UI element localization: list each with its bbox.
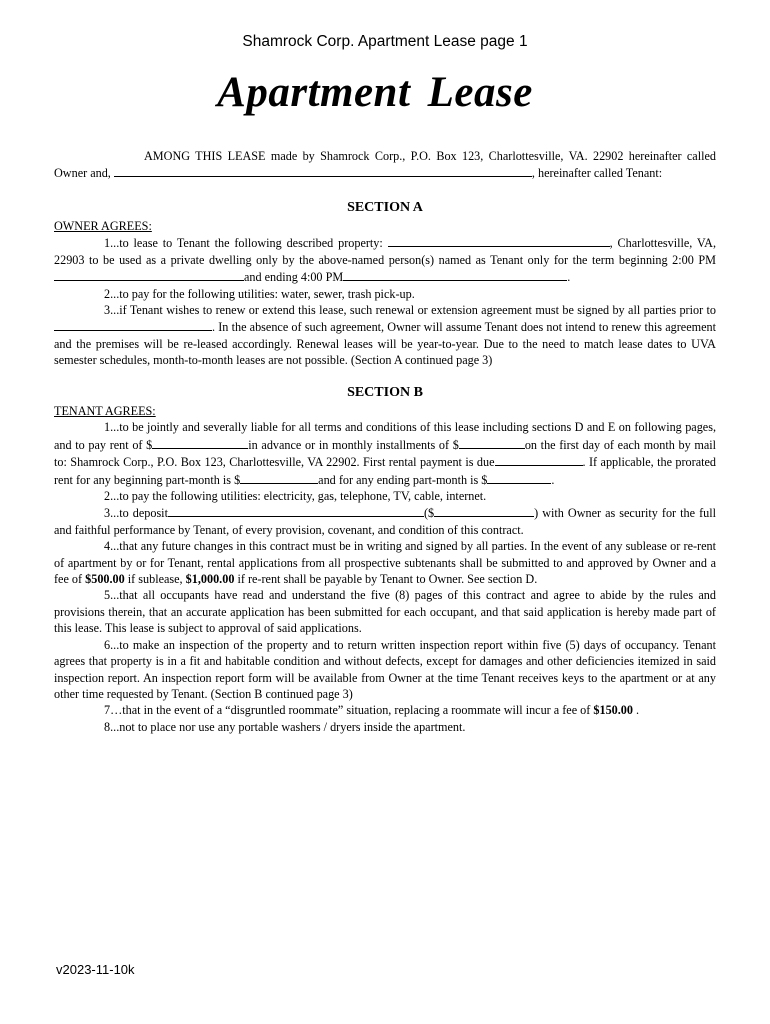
owner-item-1-text-d: . <box>567 270 571 285</box>
tenant-item-7-text-a: 7…that in the event of a “disgruntled roommate” situation, replacing a roommate will incur a fee of <box>104 703 591 718</box>
sublease-fee: $500.00 <box>85 572 125 587</box>
tenant-item-4-text-b: if sublease, <box>127 572 183 587</box>
tenant-item-1 <box>54 419 716 488</box>
intro-text-2: , hereinafter called Tenant: <box>531 166 663 181</box>
tenant-item-4-text-c: if re-rent shall be payable by Tenant to Owner. See section D. <box>237 572 538 587</box>
section-a-title: SECTION A <box>347 200 423 215</box>
first-payment-due-field[interactable] <box>495 453 583 466</box>
intro-paragraph <box>54 148 716 182</box>
tenant-item-3-text-a: 3...to deposit <box>104 506 168 521</box>
tenant-item-8: 8...not to place nor use any portable washers / dryers inside the apartment. <box>104 719 466 734</box>
roommate-fee: $150.00 <box>593 703 633 718</box>
owner-item-2: 2...to pay for the following utilities: water, sewer, trash pick-up. <box>104 286 415 301</box>
tenant-item-6: 6...to make an inspection of the property and to return written inspection report within five (5) days of occupancy. Tenant agrees that property is in a fit and habitable condition and without defects, except for damages and other deficiencies itemized in said inspection report. An inspection report form will be available from Owner at the time Tenant receives keys to the apartment or at any other time requested by Tenant. (Section B continued page 3) <box>54 637 716 701</box>
tenant-item-3-text-b: ($ <box>423 506 435 521</box>
property-address-field[interactable] <box>388 234 610 247</box>
page-header: Shamrock Corp. Apartment Lease page 1 <box>242 33 528 50</box>
tenant-item-7-text-b: . <box>636 703 640 718</box>
tenant-item-1-text-d: . If applicable, the prorated rent for any beginning part-month is $ <box>54 455 717 487</box>
owner-item-3-text-a: 3...if Tenant wishes to renew or extend this lease, such renewal or extension agreement must be signed by all parties prior to <box>104 303 716 318</box>
tenant-item-1-text-c: on the first day of each month by mail to: Shamrock Corp., P.O. Box 123, Charlottesville, VA 22902. First rental payment is due <box>54 437 717 470</box>
section-b-body <box>54 403 716 735</box>
lease-end-date-field[interactable] <box>343 268 567 281</box>
deposit-words-field[interactable] <box>168 504 424 517</box>
tenant-item-1-text-e: and for any ending part-month is $ <box>318 472 488 487</box>
intro-text-1: AMONG THIS LEASE made by Shamrock Corp., P.O. Box 123, Charlottesville, VA. 22902 hereinafter called Owner and, <box>54 149 716 181</box>
tenant-item-4 <box>54 538 716 587</box>
tenant-item-3 <box>54 504 716 538</box>
tenant-item-7 <box>54 702 716 718</box>
tenant-item-1-text-a: 1...to be jointly and severally liable for all terms and conditions of this lease including sections D and E on following pages, and to pay rent of $ <box>54 420 716 452</box>
tenant-item-4-text-a: 4...that any future changes in this contract must be in writing and signed by all parties. In the event of any sublease or re-rent of apartment by or for Tenant, rental applications from all prospective subtenants shall be submitted to and approved by Owner and a fee of <box>54 539 716 587</box>
beginning-prorated-rent-field[interactable] <box>240 471 318 484</box>
tenant-item-5: 5...that all occupants have read and understand the five (8) pages of this contract and agree to abide by the rules and provisions therein, that an accurate application has been submitted for each occupant, and that said application is hereby made part of this lease. This lease is subject to approval of said applications. <box>54 588 716 636</box>
owner-item-1-text-b: , Charlottesville, VA, 22903 to be used as a private dwelling only by the above-named person(s) named as Tenant only for the term beginning 2:00 PM <box>54 236 716 267</box>
rerent-fee: $1,000.00 <box>185 572 235 587</box>
monthly-installment-field[interactable] <box>459 436 525 449</box>
tenant-name-field[interactable] <box>114 164 532 177</box>
section-b-title: SECTION B <box>347 385 423 400</box>
document-title: Apartment Lease <box>217 69 533 116</box>
tenant-item-3-text-c: ) with Owner as security for the full and faithful performance by Tenant, of every provision, covenant, and condition of this contract. <box>54 506 716 537</box>
owner-item-1-text-c: and ending 4:00 PM <box>244 270 344 285</box>
section-a-body <box>54 218 716 369</box>
owner-item-1-text-a: 1...to lease to Tenant the following described property: <box>104 236 383 251</box>
lease-start-date-field[interactable] <box>54 268 244 281</box>
deposit-amount-field[interactable] <box>434 504 534 517</box>
tenant-item-1-text-f: . <box>551 472 555 487</box>
owner-item-1 <box>54 234 716 285</box>
tenant-item-1-text-b: in advance or in monthly installments of $ <box>248 437 459 452</box>
owner-item-3-text-b: . In the absence of such agreement, Owner will assume Tenant does not intend to renew this agreement and the premises will be re-leased accordingly. Renewal leases will be year-to-year. Due to the need to match lease dates to UVA semester schedules, month-to-month leases are not possible. (Section A continued page 3) <box>54 320 716 368</box>
total-rent-field[interactable] <box>152 436 248 449</box>
version-footer: v2023-11-10k <box>56 962 135 977</box>
tenant-item-2: 2...to pay the following utilities: electricity, gas, telephone, TV, cable, internet. <box>104 489 487 504</box>
ending-prorated-rent-field[interactable] <box>487 471 551 484</box>
renewal-deadline-field[interactable] <box>54 318 212 331</box>
tenant-agrees-heading: TENANT AGREES: <box>54 404 156 418</box>
owner-item-3 <box>54 302 716 369</box>
owner-agrees-heading: OWNER AGREES: <box>54 219 152 233</box>
